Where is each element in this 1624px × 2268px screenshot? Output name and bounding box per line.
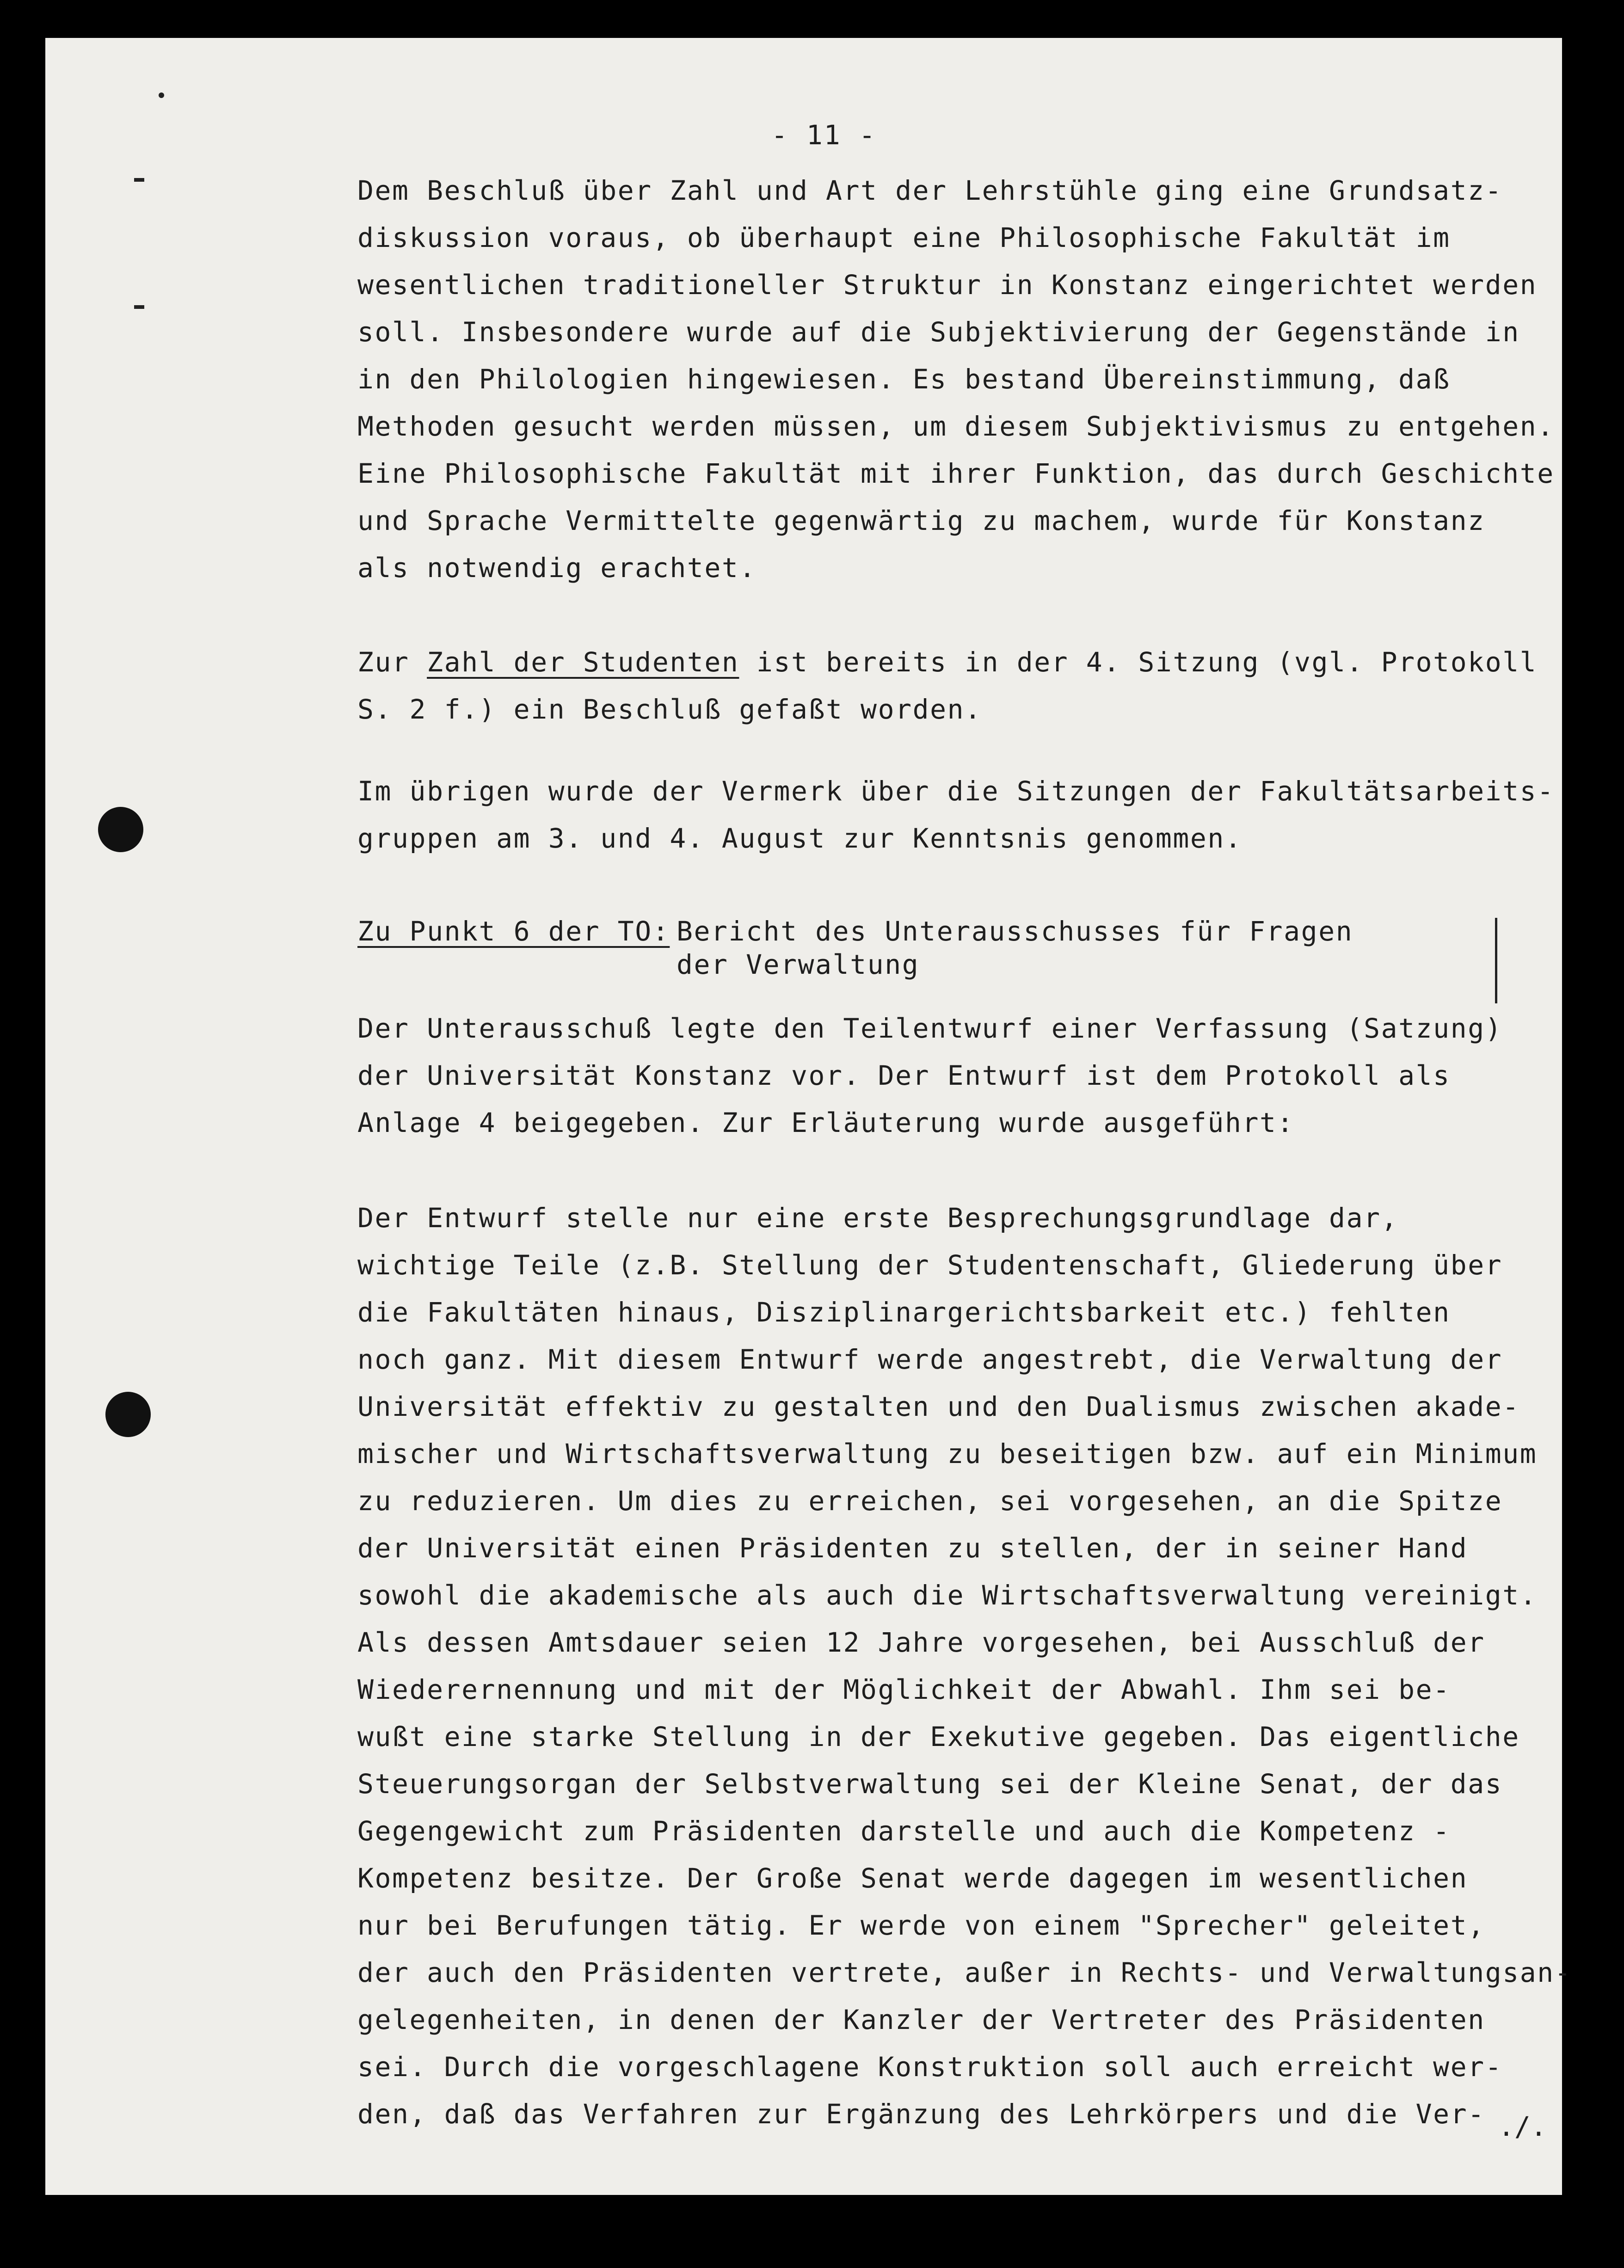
text-line: Methoden gesucht werden müssen, um diesem Subjektivismus zu entgehen. <box>357 411 1555 442</box>
text-line: sowohl die akademische als auch die Wirtschaftsverwaltung vereinigt. <box>357 1580 1538 1611</box>
text-line: den, daß das Verfahren zur Ergänzung des Lehrkörpers und die Ver- <box>357 2098 1485 2130</box>
text-line: der auch den Präsidenten vertrete, außer in Rechts- und Verwaltungsan- <box>357 1957 1572 1988</box>
text-line: Als dessen Amtsdauer seien 12 Jahre vorgesehen, bei Ausschluß der <box>357 1627 1485 1658</box>
text-line: Eine Philosophische Fakultät mit ihrer Funktion, das durch Geschichte <box>357 458 1555 489</box>
margin-dash <box>134 305 144 309</box>
text-line: Universität effektiv zu gestalten und den Dualismus zwischen akade- <box>357 1391 1520 1422</box>
text-line: Wiederernennung und mit der Möglichkeit der Abwahl. Ihm sei be- <box>357 1674 1451 1705</box>
text-line: in den Philologien hingewiesen. Es bestand Übereinstimmung, daß <box>357 363 1451 395</box>
text-line: S. 2 f.) ein Beschluß gefaßt worden. <box>357 694 982 725</box>
text-line: wesentlichen traditioneller Struktur in Konstanz eingerichtet werden <box>357 269 1538 301</box>
punch-hole-bottom <box>105 1392 151 1437</box>
text-line: sei. Durch die vorgeschlagene Konstruktion soll auch erreicht wer- <box>357 2051 1503 2083</box>
text-line: diskussion voraus, ob überhaupt eine Philosophische Fakultät im <box>357 222 1451 253</box>
text-line: Im übrigen wurde der Vermerk über die Sitzungen der Fakultätsarbeits- <box>357 775 1555 807</box>
text-prefix: Zur <box>357 646 427 678</box>
paragraph-grundsatzdiskussion <box>357 175 1555 584</box>
text-line: wichtige Teile (z.B. Stellung der Studentenschaft, Gliederung über <box>357 1249 1503 1281</box>
margin-dot <box>159 92 164 98</box>
text-line: nur bei Berufungen tätig. Er werde von einem "Sprecher" geleitet, <box>357 1910 1485 1941</box>
heading-title-line-1: Bericht des Unterausschusses für Fragen <box>677 916 1353 947</box>
paragraph-teilentwurf <box>357 1013 1503 1138</box>
text-line: Der Entwurf stelle nur eine erste Besprechungsgrundlage dar, <box>357 1202 1399 1234</box>
text-line: noch ganz. Mit diesem Entwurf werde angestrebt, die Verwaltung der <box>357 1344 1503 1375</box>
text-line: und Sprache Vermittelte gegenwärtig zu machem, wurde für Konstanz <box>357 505 1485 536</box>
text-line: soll. Insbesondere wurde auf die Subjektivierung der Gegenstände in <box>357 316 1520 348</box>
page-number: - 11 - <box>771 119 877 151</box>
text-line: wußt eine starke Stellung in der Exekutive gegeben. Das eigentliche <box>357 1721 1520 1752</box>
text-line: Anlage 4 beigegeben. Zur Erläuterung wurde ausgeführt: <box>357 1107 1295 1138</box>
punch-hole-top <box>98 807 143 852</box>
text-line: zu reduzieren. Um dies zu erreichen, sei vorgesehen, an die Spitze <box>357 1485 1503 1517</box>
heading-title-line-2: der Verwaltung <box>677 949 920 980</box>
text-line: Der Unterausschuß legte den Teilentwurf einer Verfassung (Satzung) <box>357 1013 1503 1044</box>
text-line: Dem Beschluß über Zahl und Art der Lehrstühle ging eine Grundsatz- <box>357 175 1503 206</box>
text-line: gelegenheiten, in denen der Kanzler der Vertreter des Präsidenten <box>357 2004 1485 2035</box>
text-line: Steuerungsorgan der Selbstverwaltung sei der Kleine Senat, der das <box>357 1768 1503 1800</box>
paragraph-erlaeuterung <box>357 1202 1572 2130</box>
margin-dash <box>134 178 144 182</box>
paragraph-zahl-der-studenten <box>357 646 1538 741</box>
text-line: der Universität Konstanz vor. Der Entwurf ist dem Protokoll als <box>357 1060 1451 1091</box>
underlined-topic: Zahl der Studenten <box>427 646 739 678</box>
text-line: mischer und Wirtschaftsverwaltung zu beseitigen bzw. auf ein Minimum <box>357 1438 1538 1469</box>
text-line: die Fakultäten hinaus, Disziplinargerichtsbarkeit etc.) fehlten <box>357 1297 1451 1328</box>
text-line: als notwendig erachtet. <box>357 552 757 584</box>
text-line: Kompetenz besitze. Der Große Senat werde dagegen im wesentlichen <box>357 1862 1468 1894</box>
text-line: Gegengewicht zum Präsidenten darstelle und auch die Kompetenz - <box>357 1815 1451 1847</box>
text-line: der Universität einen Präsidenten zu stellen, der in seiner Hand <box>357 1532 1468 1564</box>
paragraph-vermerk <box>357 775 1555 870</box>
text-line: gruppen am 3. und 4. August zur Kenntsnis genommen. <box>357 823 1243 854</box>
heading-label: Zu Punkt 6 der TO: <box>357 916 670 947</box>
text-line <box>357 646 1537 678</box>
text-rest: ist bereits in der 4. Sitzung (vgl. Protokoll <box>739 646 1538 678</box>
continuation-mark: ./. <box>1498 2111 1547 2142</box>
margin-revision-bar <box>1495 918 1497 1003</box>
